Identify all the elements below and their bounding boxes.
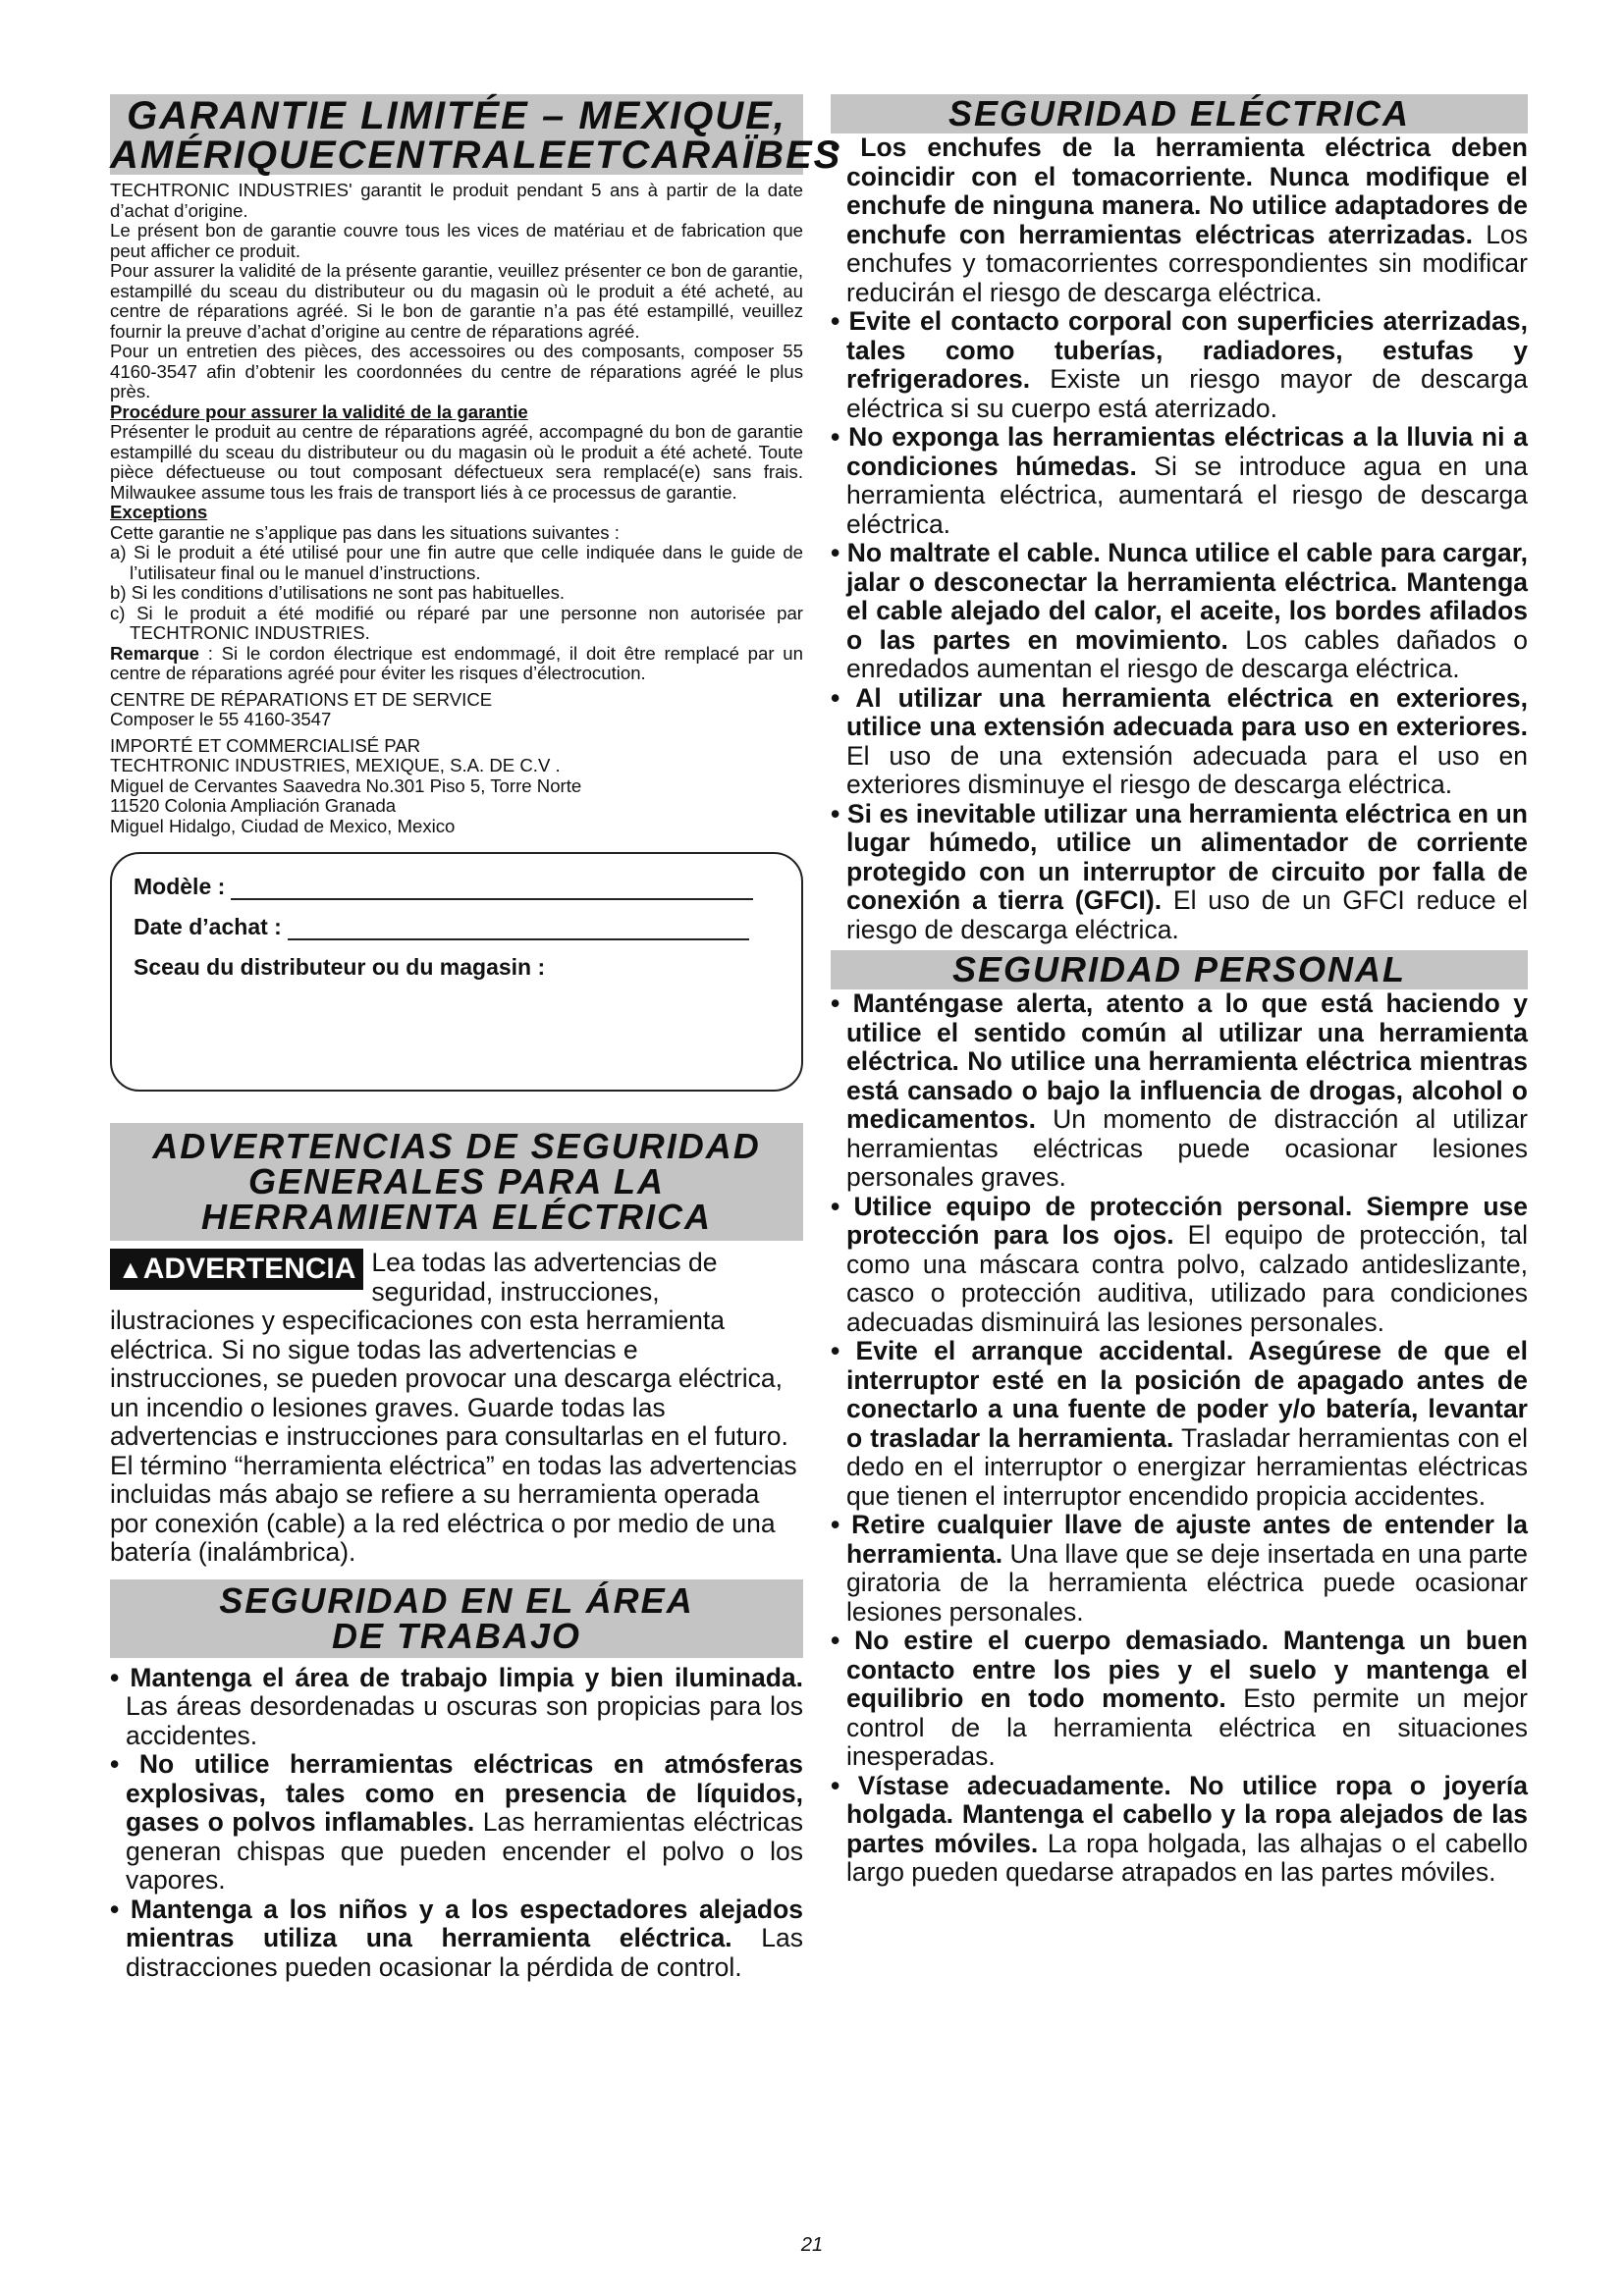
personal-item-4-bold: • Retire cualquier llave de ajuste antes de entender la herramienta. [831, 1510, 1528, 1569]
personal-item-3-bold: • Evite el arranque accidental. Asegúrese de que el interruptor esté en la posición de apagado antes de conectarlo a una fuente de poder y/o batería, levantar o trasladar la herramienta. [831, 1336, 1528, 1453]
import-line-1: IMPORTÉ ET COMMERCIALISÉ PAR [110, 734, 421, 756]
electrical-item-6 [831, 800, 1528, 945]
personal-item-1-text: Un momento de distracción al utilizar herramientas eléctricas puede ocasionar lesiones personales graves. [846, 1104, 1528, 1192]
work-area-item-1-bold: • Mantenga el área de trabajo limpia y bien iluminada. [110, 1662, 803, 1692]
exception-b: b) Si les conditions d’utilisations ne sont pas habituelles. [110, 582, 566, 603]
warning-triangle-icon: ▲ [118, 1255, 143, 1284]
import-line-2: TECHTRONIC INDUSTRIES, MEXIQUE, S.A. DE C.V . [110, 755, 561, 775]
procedure-paragraph: Présenter le produit au centre de réparations agréé, accompagné du bon de garantie estampillé du sceau du distributeur ou du magasin où le produit a été acheté. Toute pièce défectueuse ou tout composant défectueux sera remplacé(e) sans frais. Milwaukee assume tous les frais de transport liés à ce processus de garantie. [110, 421, 803, 503]
exceptions-heading: Exceptions [110, 502, 208, 522]
general-warnings-title-2: GENERALES PARA LA [247, 1161, 666, 1201]
general-warnings-paragraph [110, 1249, 803, 1568]
remark-label: Remarque [110, 642, 199, 664]
import-line-5: Miguel Hidalgo, Ciudad de Mexico, Mexico [110, 815, 456, 836]
work-area-item-1 [110, 1664, 803, 1751]
work-area-item-3 [110, 1896, 803, 1983]
work-area-title-2: DE TRABAJO [331, 1615, 582, 1656]
warning-badge-label: ADVERTENCIA [142, 1253, 356, 1285]
electrical-item-3 [831, 423, 1528, 539]
work-area-item-2-bold: • No utilice herramientas eléctricas en atmósferas explosivas, tales como en presencia de líquidos, gases o polvos inflamables. [110, 1749, 803, 1837]
service-line-1: CENTRE DE RÉPARATIONS ET DE SERVICE [110, 688, 493, 710]
electrical-safety-title: SEGURIDAD ELÉCTRICA [831, 94, 1528, 133]
electrical-item-5-bold: • Al utilizar una herramienta eléctrica en exteriores, utilice una extensión adecuada para uso en exteriores. [831, 682, 1528, 741]
import-line-3: Miguel de Cervantes Saavedra No.301 Piso 5, Torre Norte [110, 774, 582, 796]
form-model-label: Modèle : [134, 874, 226, 899]
form-date-field[interactable] [288, 919, 749, 940]
personal-safety-title: SEGURIDAD PERSONAL [831, 950, 1528, 989]
exception-a: a) Si le produit a été utilisé pour une fin autre que celle indiquée dans le guide de l’utilisateur final ou le manuel d’instructions. [110, 542, 803, 583]
work-area-item-3-text: Las distracciones pueden ocasionar la pérdida de control. [126, 1923, 803, 1982]
electrical-item-6-text: El uso de un GFCI reduce el riesgo de descarga eléctrica. [846, 885, 1528, 944]
warning-badge [110, 1249, 363, 1290]
personal-item-2-bold: • Utilice equipo de protección personal. Siempre use protección para los ojos. [831, 1191, 1528, 1250]
electrical-item-5 [831, 684, 1528, 800]
electrical-item-4 [831, 539, 1528, 684]
right-column [831, 94, 1528, 1888]
work-area-item-3-bold: • Mantenga a los niños y a los espectadores alejados mientras utiliza una herramienta eléctrica. [110, 1894, 803, 1952]
personal-item-3 [831, 1337, 1528, 1511]
personal-item-4 [831, 1511, 1528, 1627]
left-column [110, 94, 842, 1982]
general-warnings-text: Lea todas las advertencias de seguridad, instrucciones, ilustraciones y especificaciones con esta herramienta eléctrica. Si no sigue todas las advertencias e instrucciones, se pueden provocar una descarga eléctrica, un incendio o lesiones graves. Guarde todas las advertencias e instrucciones para consultarlas en el futuro. El término “herramienta eléctrica” en todas las advertencias incluidas más abajo se refiere a su herramienta operada por conexión (cable) a la red eléctrica o por medio de una batería (inalámbrica). [110, 1248, 797, 1567]
warranty-paragraph-4: Pour un entretien des pièces, des accessoires ou des composants, composer 55 4160-3547 afin d’obtenir les coordonnées du centre de réparations agréé le plus près. [110, 341, 803, 401]
general-warnings-title [110, 1123, 803, 1241]
electrical-item-4-text: Los cables dañados o enredados aumentan el riesgo de descarga eléctrica. [846, 624, 1528, 683]
work-area-title-1: SEGURIDAD EN EL ÁREA [219, 1579, 694, 1621]
personal-item-1-bold: • Manténgase alerta, atento a lo que está haciendo y utilice el sentido común al utilizar una herramienta eléctrica. No utilice una herramienta eléctrica mientras está cansado o bajo la influencia de drogas, alcohol o medicamentos. [831, 988, 1528, 1134]
page-number: 21 [800, 2234, 824, 2256]
personal-item-5 [831, 1627, 1528, 1772]
work-area-item-1-text: Las áreas desordenadas u oscuras son propicias para los accidentes. [126, 1691, 803, 1750]
general-warnings-title-3: HERRAMIENTA ELÉCTRICA [201, 1197, 712, 1237]
electrical-item-6-bold: • Si es inevitable utilizar una herramienta eléctrica en un lugar húmedo, utilice un alimentador de corriente protegido con un interruptor de circuito por falla de conexión a tierra (GFCI). [831, 798, 1528, 915]
warranty-paragraph-3: Pour assurer la validité de la présente garantie, veuillez présenter ce bon de garantie, estampillé du sceau du distributeur ou du magasin où le produit a été acheté, au centre de réparations agréé. Si le bon de garantie n’a pas été estampillé, veuillez fournir la preuve d’achat d’origine au centre de réparations agréé. [110, 260, 803, 342]
electrical-item-4-bold: • No maltrate el cable. Nunca utilice el cable para cargar, jalar o desconectar la herramienta eléctrica. Mantenga el cable alejado del calor, el aceite, los bordes afilados o las partes en movimiento. [831, 538, 1528, 655]
warranty-title-line-1: GARANTIE LIMITÉE – MEXIQUE, [127, 94, 786, 137]
personal-item-1 [831, 989, 1528, 1193]
service-line-2: Composer le 55 4160-3547 [110, 709, 332, 729]
electrical-item-5-text: El uso de una extensión adecuada para el uso en exteriores disminuye el riesgo de descarga eléctrica. [846, 740, 1528, 799]
remark [110, 644, 803, 684]
electrical-item-2 [831, 307, 1528, 423]
warranty-form-box [110, 852, 803, 1092]
warranty-paragraph-1: TECHTRONIC INDUSTRIES' garantit le produit pendant 5 ans à partir de la date d’achat d’origine. [110, 180, 803, 221]
import-line-4: 11520 Colonia Ampliación Granada [110, 795, 397, 816]
warranty-paragraph-2: Le présent bon de garantie couvre tous les vices de matériau et de fabrication que peut afficher ce produit. [110, 220, 803, 261]
electrical-item-3-bold: • No exponga las herramientas eléctricas a la lluvia ni a condiciones húmedas. [831, 422, 1528, 481]
work-area-item-2 [110, 1750, 803, 1896]
procedure-heading: Procédure pour assurer la validité de la garantie [110, 400, 528, 422]
warranty-title [110, 94, 842, 177]
electrical-item-2-text: Existe un riesgo mayor de descarga eléctrica si su cuerpo está aterrizado. [846, 364, 1528, 423]
personal-item-6-text: La ropa holgada, las alhajas o el cabello largo pueden quedarse atrapados en las partes móviles. [846, 1828, 1528, 1887]
form-seal-row [134, 954, 780, 981]
electrical-item-1-text: Los enchufes y tomacorrientes correspondientes sin modificar reducirán el riesgo de descarga eléctrica. [846, 219, 1528, 307]
personal-item-2-text: El equipo de protección, tal como una máscara contra polvo, calzado antideslizante, casco o protección auditiva, utilizado para condiciones adecuadas disminuirá las lesiones personales. [846, 1220, 1528, 1337]
form-date-label: Date d’achat : [134, 914, 282, 939]
work-area-item-2-text: Las herramientas eléctricas generan chispas que pueden encender el polvo o los vapores. [126, 1807, 803, 1895]
electrical-item-3-text: Si se introduce agua en una herramienta eléctrica, aumentará el riesgo de descarga eléctrica. [846, 451, 1528, 539]
personal-item-3-text: Trasladar herramientas con el dedo en el interruptor o energizar herramientas eléctricas que tienen el interruptor encendido propicia accidentes. [846, 1422, 1528, 1511]
exceptions-intro: Cette garantie ne s’applique pas dans les situations suivantes : [110, 521, 620, 543]
electrical-item-1 [831, 133, 1528, 307]
general-warnings-title-1: ADVERTENCIAS DE SEGURIDAD [152, 1126, 761, 1166]
form-model-field[interactable] [231, 879, 753, 900]
remark-text: : Si le cordon électrique est endommagé, il doit être remplacé par un centre de réparations agréé pour éviter les risques d’électrocution. [110, 642, 803, 683]
work-area-title [110, 1579, 803, 1658]
electrical-item-1-bold: • Los enchufes de la herramienta eléctrica deben coincidir con el tomacorriente. Nunca modifique el enchufe de ninguna manera. No utilice adaptadores de enchufe con herramientas eléctricas aterrizadas. [831, 133, 1528, 249]
personal-item-6 [831, 1772, 1528, 1888]
form-seal-label: Sceau du distributeur ou du magasin : [134, 954, 546, 980]
personal-item-6-bold: • Vístase adecuadamente. No utilice ropa o joyería holgada. Mantenga el cabello y la ropa alejados de las partes móviles. [831, 1770, 1528, 1858]
personal-item-4-text: Una llave que se deje insertada en una parte giratoria de la herramienta eléctrica puede ocasionar lesiones personales. [846, 1538, 1528, 1627]
warranty-title-line-2: AMÉRIQUECENTRALEETCARAÏBES [110, 133, 842, 177]
electrical-item-2-bold: • Evite el contacto corporal con superficies aterrizadas, tales como tuberías, radiadores, estufas y refrigeradores. [831, 306, 1528, 394]
form-date-row [134, 914, 780, 940]
exception-c: c) Si le produit a été modifié ou réparé par une personne non autorisée par TECHTRONIC INDUSTRIES. [110, 602, 803, 643]
personal-item-5-text: Esto permite un mejor control de la herramienta eléctrica en situaciones inesperadas. [846, 1683, 1528, 1771]
personal-item-2 [831, 1193, 1528, 1338]
form-model-row [134, 874, 780, 900]
personal-item-5-bold: • No estire el cuerpo demasiado. Mantenga un buen contacto entre los pies y el suelo y mantenga el equilibrio en todo momento. [831, 1626, 1528, 1713]
